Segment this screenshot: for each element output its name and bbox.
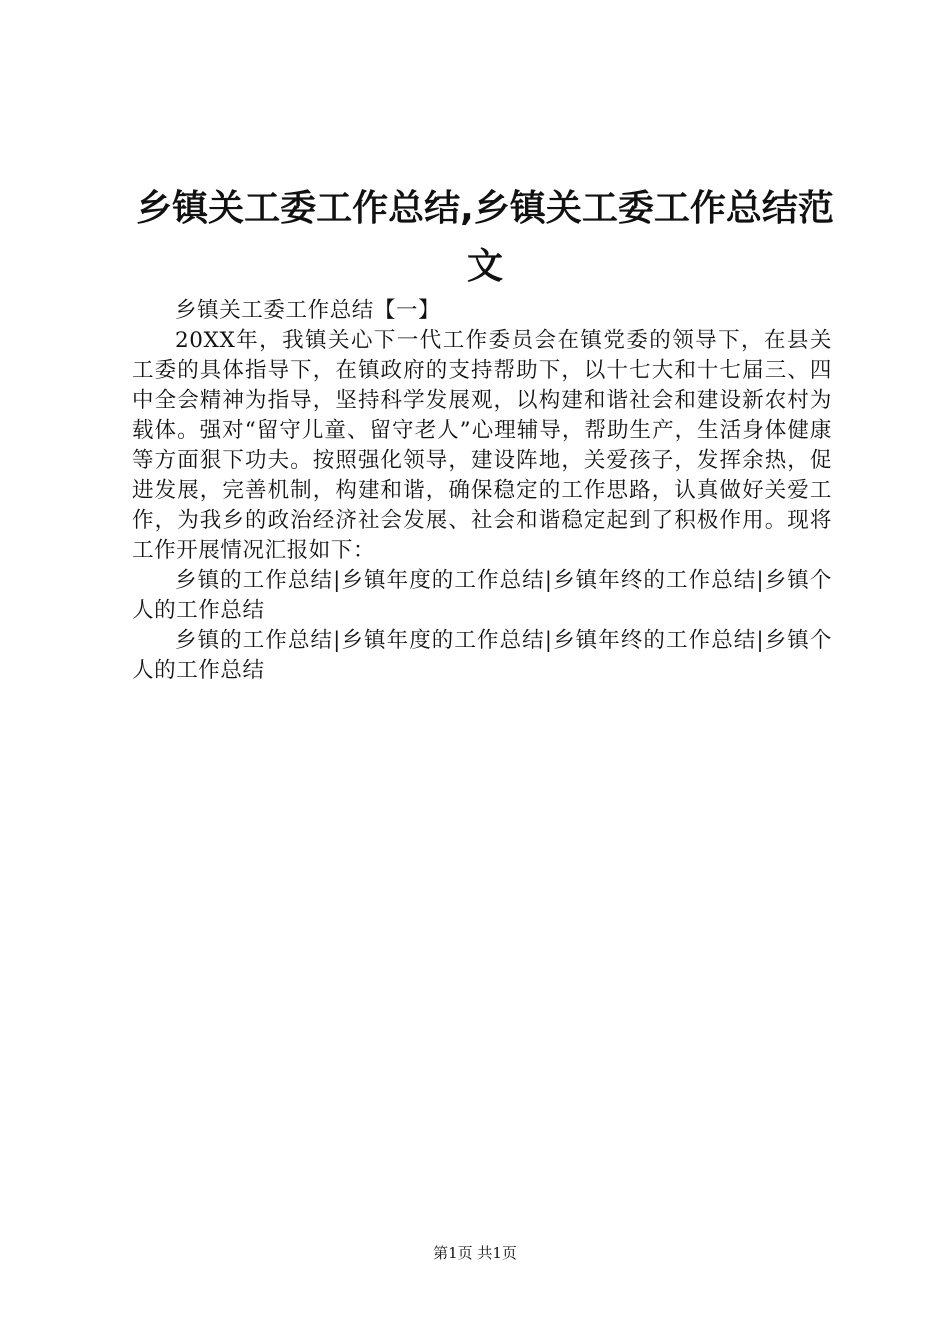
related-links-line: 乡镇的工作总结|乡镇年度的工作总结|乡镇年终的工作总结|乡镇个人的工作总结 <box>132 568 832 623</box>
page-footer: 第1页 共1页 <box>433 1244 517 1262</box>
body-paragraph: 20XX年，我镇关心下一代工作委员会在镇党委的领导下，在县关工委的具体指导下，在镇政府的支持帮助下，以十七大和十七届三、四中全会精神为指导，坚持科学发展观，以构建和谐社会和建设新农村为载体。强对“留守儿童、留守老人”心理辅导，帮助生产，生活身体健康等方面狠下功夫。按照强化领导，建设阵地，关爱孩子，发挥余热，促进发展，完善机制，构建和谐，确保稳定的工作思路，认真做好关爱工作，为我乡的政治经济社会发展、社会和谐稳定起到了积极作用。现将工作开展情况汇报如下： <box>132 328 832 563</box>
section-heading: 乡镇关工委工作总结【一】 <box>175 298 441 323</box>
document-title: 乡镇关工委工作总结,乡镇关工委工作总结范文 <box>136 188 834 287</box>
related-links-line: 乡镇的工作总结|乡镇年度的工作总结|乡镇年终的工作总结|乡镇个人的工作总结 <box>132 628 832 683</box>
document-body <box>132 296 832 686</box>
